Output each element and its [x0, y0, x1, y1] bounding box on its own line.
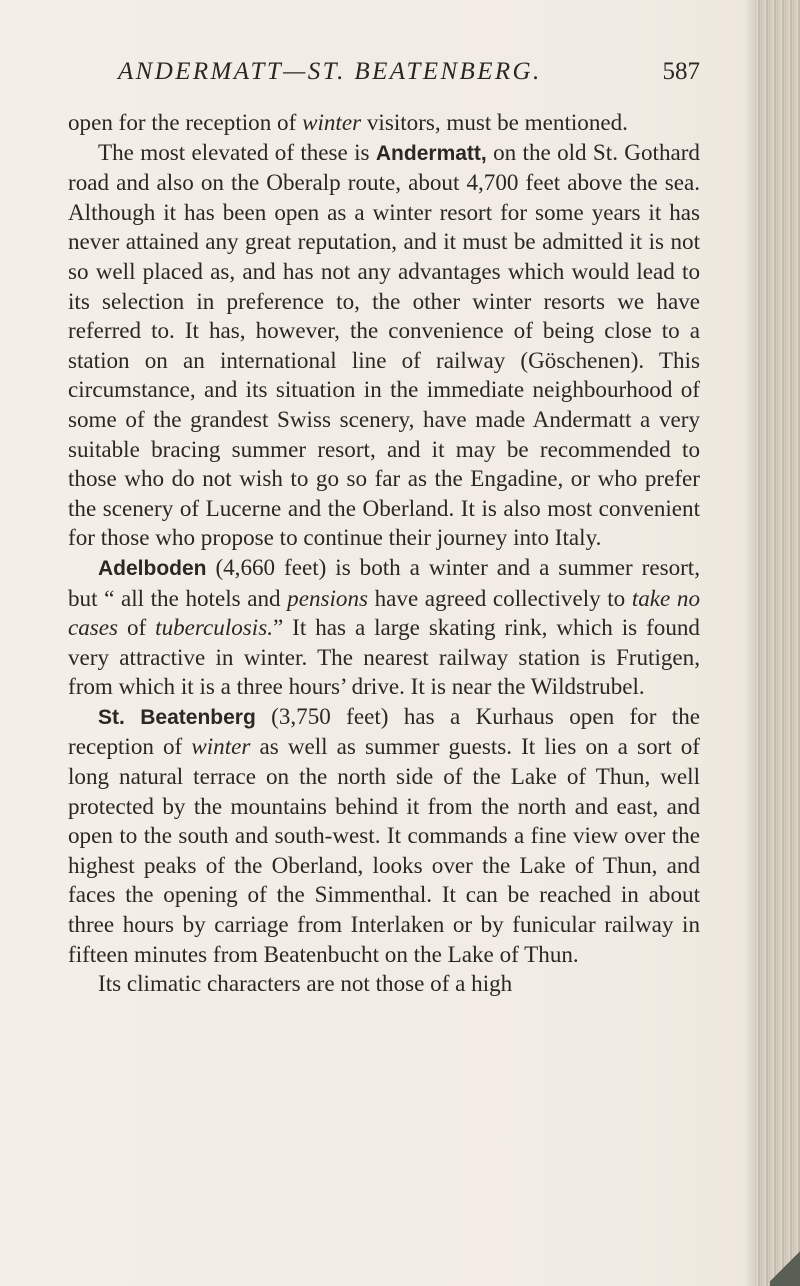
place-name: Andermatt,: [375, 141, 487, 165]
running-head: [118, 58, 700, 98]
binding-shadow: [744, 0, 754, 1286]
italic-text: winter: [302, 109, 362, 135]
paragraph: [68, 702, 700, 969]
text-run: Its climatic characters are not those of a high: [98, 970, 513, 997]
text-run: of: [118, 614, 156, 641]
place-name: Adelboden: [98, 556, 207, 580]
paragraph: [68, 108, 700, 138]
paragraph: [68, 138, 700, 553]
text-run: visitors, must be mentioned.: [361, 109, 628, 135]
text-run: open for the reception of: [68, 109, 303, 135]
paragraph: [68, 969, 700, 999]
text-run: The most elevated of these is: [98, 138, 376, 165]
text-run: have agreed collectively to: [368, 584, 632, 611]
place-name: St. Beatenberg: [98, 705, 256, 729]
italic-text: pensions: [287, 584, 368, 611]
text-run: ” It has a large skating rink, which is found very attractive in winter. The nearest railway station is Frutigen, from which it is a three hours’ drive. It is near the Wildstrubel.: [68, 614, 700, 700]
paragraph: [68, 553, 700, 702]
italic-text: tuberculosis.: [155, 614, 273, 641]
running-title: ANDERMATT—ST. BEATENBERG.: [118, 58, 542, 85]
italic-text: take no cases: [68, 584, 700, 641]
text-run: (4,660 feet) is both a winter and a summer resort, but “ all the hotels and: [68, 553, 700, 611]
body-text: [68, 108, 700, 999]
corner-mark: [770, 1246, 800, 1286]
page-edge: [754, 0, 800, 1286]
page-number: 587: [662, 58, 700, 85]
text-run: (3,750 feet) has a Kurhaus open for the reception of: [68, 702, 700, 760]
text-run: on the old St. Gothard road and also on the Oberalp route, about 4,700 feet above the sea. Although it has been open as a winter resort for some years it has never attained any great reputation, and it must be admitted it is not so well placed as, and has not any advantages which would lead to its selection in preference to, the other winter resorts we have referred to. It has, however, the convenience of being close to a station on an international line of railway (Göschenen). This circumstance, and its situation in the immediate neighbourhood of some of the grandest Swiss scenery, have made Andermatt a very suitable bracing summer resort, and it may be recommended to those who do not wish to go so far as the Engadine, or who prefer the scenery of Lucerne and the Oberland. It is also most convenient for those who propose to continue their journey into Italy.: [68, 138, 700, 551]
text-run: as well as summer guests. It lies on a sort of long natural terrace on the north side of the Lake of Thun, well protected by the mountains behind it from the north and east, and open to the south and south-west. It commands a fine view over the highest peaks of the Oberland, looks over the Lake of Thun, and faces the opening of the Simmenthal. It can be reached in about three hours by carriage from Interlaken or by funicular railway in fifteen minutes from Beatenbucht on the Lake of Thun.: [68, 733, 700, 967]
italic-text: winter: [191, 733, 251, 760]
